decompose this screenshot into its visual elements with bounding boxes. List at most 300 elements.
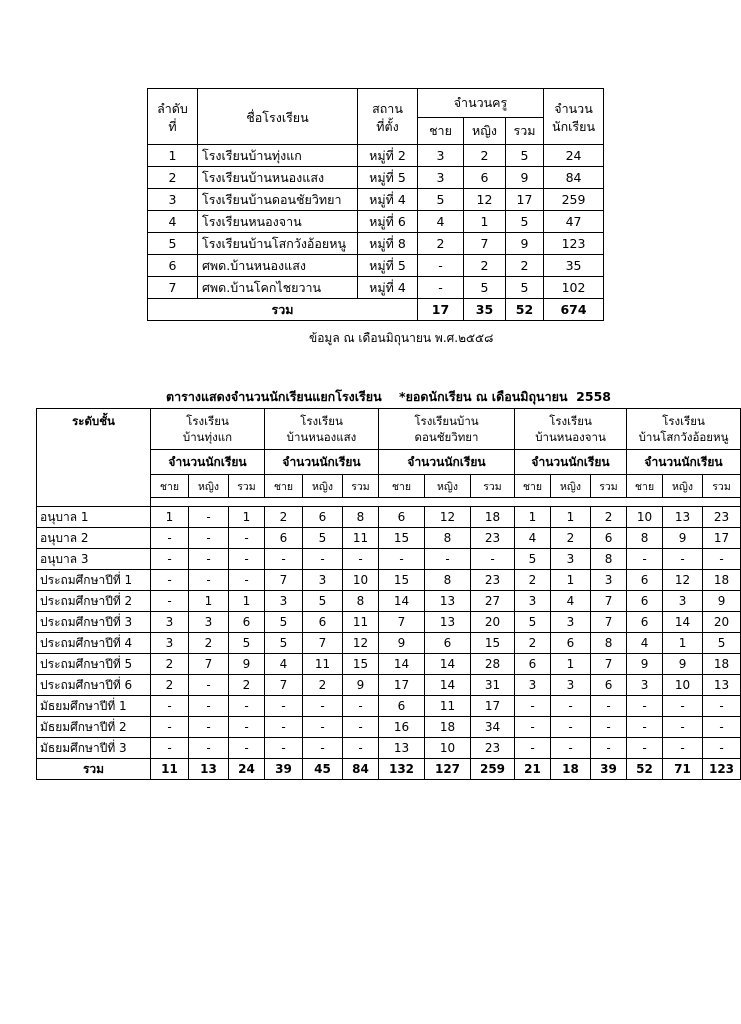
female-header: หญิง	[303, 475, 343, 498]
level-row	[37, 612, 741, 633]
total-label: รวม	[37, 759, 151, 780]
student-count-label: จำนวนนักเรียน	[627, 450, 741, 475]
row-number: 6	[148, 255, 198, 277]
student-count-cell: 28	[471, 654, 515, 675]
student-count-cell: -	[151, 591, 189, 612]
student-count-cell: 2	[515, 633, 551, 654]
student-count-label: จำนวนนักเรียน	[265, 450, 379, 475]
student-count-cell: 7	[591, 612, 627, 633]
student-count-cell: 6	[627, 612, 663, 633]
male-header: ชาย	[627, 475, 663, 498]
student-count-cell: 9	[627, 654, 663, 675]
school-name: โรงเรียนบ้านดอนชัยวิทยา	[198, 189, 358, 211]
row-number: 3	[148, 189, 198, 211]
student-count-cell: -	[343, 738, 379, 759]
level-row	[37, 549, 741, 570]
student-count-cell: -	[591, 738, 627, 759]
location: หมู่ที่ 4	[358, 277, 418, 299]
total-header: รวม	[471, 475, 515, 498]
student-count-cell: -	[189, 549, 229, 570]
student-count-cell: 9	[663, 528, 703, 549]
student-count-cell: 23	[471, 738, 515, 759]
student-count-cell: 6	[379, 507, 425, 528]
student-count-cell: 34	[471, 717, 515, 738]
student-count-cell: 6	[515, 654, 551, 675]
student-count-cell: 15	[379, 528, 425, 549]
student-count-cell: -	[189, 717, 229, 738]
student-count-cell: 5	[265, 633, 303, 654]
school-row	[148, 167, 604, 189]
male-header: ชาย	[379, 475, 425, 498]
table1-total-row	[148, 299, 604, 321]
table2-total-row	[37, 759, 741, 780]
student-count-cell: -	[515, 717, 551, 738]
student-count-cell: -	[265, 738, 303, 759]
student-count-cell: 23	[471, 570, 515, 591]
row-number: 5	[148, 233, 198, 255]
student-count-cell: -	[151, 717, 189, 738]
student-count-cell: 1	[229, 591, 265, 612]
row-number: 2	[148, 167, 198, 189]
student-count-cell: 6	[265, 528, 303, 549]
level-row	[37, 591, 741, 612]
student-count-cell: 16	[379, 717, 425, 738]
students-count: 24	[544, 145, 604, 167]
students-count: 47	[544, 211, 604, 233]
student-count-cell: -	[379, 549, 425, 570]
student-count-cell: 1	[229, 507, 265, 528]
student-count-cell: -	[303, 717, 343, 738]
student-count-cell: 17	[703, 528, 741, 549]
location: หมู่ที่ 5	[358, 255, 418, 277]
student-count-cell: -	[189, 738, 229, 759]
level-row	[37, 654, 741, 675]
student-count-cell: 6	[303, 612, 343, 633]
student-count-cell: 5	[515, 549, 551, 570]
student-count-cell: -	[151, 696, 189, 717]
student-count-cell: 8	[425, 570, 471, 591]
student-count-cell: 7	[379, 612, 425, 633]
student-count-cell: 10	[343, 570, 379, 591]
student-count-cell: -	[627, 696, 663, 717]
location: หมู่ที่ 4	[358, 189, 418, 211]
teachers-total: 5	[506, 277, 544, 299]
level-label: ประถมศึกษาปีที่ 6	[37, 675, 151, 696]
student-count-cell: 14	[379, 591, 425, 612]
teachers-female: 6	[464, 167, 506, 189]
student-count-cell: -	[303, 696, 343, 717]
student-count-cell: -	[591, 696, 627, 717]
student-count-cell: -	[265, 717, 303, 738]
student-count-cell: 9	[229, 654, 265, 675]
school-row	[148, 255, 604, 277]
table2-title: ตารางแสดงจำนวนนักเรียนแยกโรงเรียน *ยอดนักเรียน ณ เดือนมิถุนายน 2558	[166, 389, 611, 404]
student-count-cell: 10	[425, 738, 471, 759]
total-count-cell: 84	[343, 759, 379, 780]
level-label: มัธยมศึกษาปีที่ 1	[37, 696, 151, 717]
student-count-cell: 12	[343, 633, 379, 654]
student-count-cell: 14	[663, 612, 703, 633]
student-count-cell: 18	[471, 507, 515, 528]
student-count-cell: 7	[265, 675, 303, 696]
students-count: 35	[544, 255, 604, 277]
teachers-male: 2	[418, 233, 464, 255]
total-label: รวม	[148, 299, 418, 321]
student-count-cell: 2	[265, 507, 303, 528]
school-name: โรงเรียนบ้านโสกวังอ้อยหนู	[198, 233, 358, 255]
student-count-cell: 12	[663, 570, 703, 591]
student-count-cell: 3	[151, 633, 189, 654]
students-by-school-table	[36, 408, 741, 780]
student-count-cell: -	[343, 696, 379, 717]
student-count-cell: 6	[379, 696, 425, 717]
student-count-cell: 5	[303, 591, 343, 612]
female-header: หญิง	[189, 475, 229, 498]
total-count-cell: 127	[425, 759, 471, 780]
student-count-cell: 6	[425, 633, 471, 654]
level-label: ประถมศึกษาปีที่ 5	[37, 654, 151, 675]
student-count-cell: 7	[189, 654, 229, 675]
header-school-name: ชื่อโรงเรียน	[198, 89, 358, 145]
student-count-cell: 2	[303, 675, 343, 696]
student-count-cell: 2	[151, 654, 189, 675]
student-count-cell: 3	[551, 675, 591, 696]
student-count-cell: 5	[265, 612, 303, 633]
school-name: โรงเรียนหนองจาน	[198, 211, 358, 233]
student-count-cell: 9	[379, 633, 425, 654]
student-count-cell: 6	[627, 591, 663, 612]
source-note: ข้อมูล ณ เดือนมิถุนายน พ.ศ.๒๕๕๘	[309, 331, 494, 345]
students-count: 123	[544, 233, 604, 255]
total-count-cell: 52	[627, 759, 663, 780]
student-count-cell: -	[663, 549, 703, 570]
student-count-cell: 6	[627, 570, 663, 591]
level-label: ประถมศึกษาปีที่ 1	[37, 570, 151, 591]
student-count-cell: 3	[551, 612, 591, 633]
row-number: 1	[148, 145, 198, 167]
teachers-male: 3	[418, 145, 464, 167]
row-number: 4	[148, 211, 198, 233]
level-label: ประถมศึกษาปีที่ 4	[37, 633, 151, 654]
female-header: หญิง	[425, 475, 471, 498]
student-count-cell: -	[551, 696, 591, 717]
student-count-cell: -	[663, 738, 703, 759]
total-teachers: 52	[506, 299, 544, 321]
student-count-cell: 8	[591, 633, 627, 654]
student-count-cell: 4	[551, 591, 591, 612]
student-count-cell: 1	[515, 507, 551, 528]
student-count-cell: 3	[265, 591, 303, 612]
teachers-total: 5	[506, 145, 544, 167]
teachers-total: 9	[506, 167, 544, 189]
school-header: โรงเรียน บ้านทุ่งแก	[151, 409, 265, 450]
student-count-cell: 3	[303, 570, 343, 591]
student-count-cell: -	[591, 717, 627, 738]
teachers-male: 4	[418, 211, 464, 233]
student-count-cell: 13	[663, 507, 703, 528]
student-count-cell: 11	[343, 528, 379, 549]
student-count-cell: 31	[471, 675, 515, 696]
teachers-male: 3	[418, 167, 464, 189]
student-count-cell: -	[265, 696, 303, 717]
student-count-cell: 5	[229, 633, 265, 654]
header-level: ระดับชั้น	[37, 409, 151, 507]
student-count-cell: 3	[515, 675, 551, 696]
student-count-cell: 18	[703, 654, 741, 675]
total-count-cell: 21	[515, 759, 551, 780]
location: หมู่ที่ 2	[358, 145, 418, 167]
header-order: ลำดับ ที่	[148, 89, 198, 145]
student-count-cell: 6	[591, 528, 627, 549]
students-count: 102	[544, 277, 604, 299]
school-name: โรงเรียนบ้านหนองแสง	[198, 167, 358, 189]
male-header: ชาย	[515, 475, 551, 498]
teachers-female: 7	[464, 233, 506, 255]
school-name: โรงเรียนบ้านทุ่งแก	[198, 145, 358, 167]
student-count-cell: -	[229, 738, 265, 759]
male-header: ชาย	[265, 475, 303, 498]
student-count-cell: -	[425, 549, 471, 570]
student-count-cell: 4	[265, 654, 303, 675]
student-count-cell: -	[551, 717, 591, 738]
student-count-cell: 1	[551, 570, 591, 591]
level-label: อนุบาล 1	[37, 507, 151, 528]
level-label: ประถมศึกษาปีที่ 3	[37, 612, 151, 633]
student-count-cell: 9	[703, 591, 741, 612]
student-count-cell: -	[303, 549, 343, 570]
student-count-cell: -	[151, 738, 189, 759]
total-count-cell: 71	[663, 759, 703, 780]
student-count-cell: -	[229, 549, 265, 570]
level-row	[37, 528, 741, 549]
student-count-cell: 11	[343, 612, 379, 633]
student-count-cell: 7	[591, 591, 627, 612]
student-count-cell: 15	[471, 633, 515, 654]
student-count-cell: 15	[343, 654, 379, 675]
total-header: รวม	[343, 475, 379, 498]
student-count-cell: -	[189, 696, 229, 717]
female-header: หญิง	[551, 475, 591, 498]
student-count-cell: 5	[515, 612, 551, 633]
female-header: หญิง	[663, 475, 703, 498]
student-count-cell: 13	[425, 591, 471, 612]
total-male: 17	[418, 299, 464, 321]
student-count-cell: -	[229, 717, 265, 738]
student-count-cell: 8	[591, 549, 627, 570]
school-row	[148, 189, 604, 211]
student-count-cell: 8	[627, 528, 663, 549]
student-count-cell: 1	[551, 507, 591, 528]
student-count-cell: 23	[703, 507, 741, 528]
total-students: 674	[544, 299, 604, 321]
student-count-cell: 3	[551, 549, 591, 570]
school-header: โรงเรียน บ้านหนองจาน	[515, 409, 627, 450]
student-count-cell: -	[229, 528, 265, 549]
student-count-cell: 10	[627, 507, 663, 528]
student-count-cell: -	[627, 549, 663, 570]
student-count-cell: -	[343, 549, 379, 570]
total-header: รวม	[229, 475, 265, 498]
student-count-cell: 2	[591, 507, 627, 528]
total-header: รวม	[591, 475, 627, 498]
total-count-cell: 132	[379, 759, 425, 780]
student-count-cell: 20	[471, 612, 515, 633]
student-count-cell: -	[151, 528, 189, 549]
header-female: หญิง	[464, 118, 506, 145]
student-count-cell: 2	[551, 528, 591, 549]
school-header: โรงเรียนบ้าน ดอนชัยวิทยา	[379, 409, 515, 450]
teachers-female: 1	[464, 211, 506, 233]
header-location: สถาน ที่ตั้ง	[358, 89, 418, 145]
student-count-cell: 1	[189, 591, 229, 612]
total-count-cell: 39	[591, 759, 627, 780]
student-count-cell: -	[343, 717, 379, 738]
male-header: ชาย	[151, 475, 189, 498]
student-count-cell: -	[703, 738, 741, 759]
student-count-cell: 11	[303, 654, 343, 675]
student-count-cell: 13	[425, 612, 471, 633]
student-count-cell: 13	[703, 675, 741, 696]
student-count-cell: -	[303, 738, 343, 759]
student-count-cell: 12	[425, 507, 471, 528]
student-count-cell: 6	[303, 507, 343, 528]
student-count-cell: 9	[343, 675, 379, 696]
student-count-cell: 14	[425, 654, 471, 675]
student-count-cell: 7	[591, 654, 627, 675]
student-count-cell: -	[229, 696, 265, 717]
teachers-total: 17	[506, 189, 544, 211]
student-count-cell: 4	[515, 528, 551, 549]
total-count-cell: 45	[303, 759, 343, 780]
student-count-cell: -	[703, 717, 741, 738]
student-count-cell: 27	[471, 591, 515, 612]
student-count-cell: 23	[471, 528, 515, 549]
student-count-cell: 8	[425, 528, 471, 549]
student-count-cell: 17	[471, 696, 515, 717]
student-count-cell: 1	[663, 633, 703, 654]
school-row	[148, 277, 604, 299]
student-count-cell: 20	[703, 612, 741, 633]
student-count-cell: 2	[515, 570, 551, 591]
student-count-cell: 3	[663, 591, 703, 612]
teachers-female: 12	[464, 189, 506, 211]
students-count: 259	[544, 189, 604, 211]
school-name: ศพด.บ้านโคกไชยวาน	[198, 277, 358, 299]
level-row	[37, 738, 741, 759]
student-count-cell: -	[515, 738, 551, 759]
teachers-total: 2	[506, 255, 544, 277]
student-count-cell: -	[627, 738, 663, 759]
level-row	[37, 633, 741, 654]
student-count-cell: 9	[663, 654, 703, 675]
teachers-male: -	[418, 277, 464, 299]
student-count-cell: 5	[303, 528, 343, 549]
level-row	[37, 675, 741, 696]
student-count-cell: -	[663, 717, 703, 738]
school-row	[148, 145, 604, 167]
student-count-cell: 1	[151, 507, 189, 528]
total-count-cell: 123	[703, 759, 741, 780]
student-count-cell: 10	[663, 675, 703, 696]
row-number: 7	[148, 277, 198, 299]
total-count-cell: 11	[151, 759, 189, 780]
total-count-cell: 18	[551, 759, 591, 780]
student-count-cell: -	[703, 696, 741, 717]
location: หมู่ที่ 8	[358, 233, 418, 255]
student-count-cell: 18	[703, 570, 741, 591]
location: หมู่ที่ 6	[358, 211, 418, 233]
student-count-cell: 1	[551, 654, 591, 675]
student-count-cell: 2	[151, 675, 189, 696]
student-count-cell: -	[703, 549, 741, 570]
level-label: ประถมศึกษาปีที่ 2	[37, 591, 151, 612]
student-count-cell: 3	[591, 570, 627, 591]
level-row	[37, 507, 741, 528]
total-female: 35	[464, 299, 506, 321]
total-count-cell: 259	[471, 759, 515, 780]
school-header: โรงเรียน บ้านหนองแสง	[265, 409, 379, 450]
student-count-cell: 2	[189, 633, 229, 654]
teacher-student-table	[147, 88, 604, 321]
student-count-cell: 6	[591, 675, 627, 696]
student-count-cell: -	[189, 570, 229, 591]
student-count-cell: 6	[551, 633, 591, 654]
teachers-female: 2	[464, 255, 506, 277]
student-count-cell: 18	[425, 717, 471, 738]
teachers-male: 5	[418, 189, 464, 211]
student-count-label: จำนวนนักเรียน	[379, 450, 515, 475]
student-count-cell: -	[663, 696, 703, 717]
student-count-cell: 3	[515, 591, 551, 612]
teachers-female: 2	[464, 145, 506, 167]
student-count-label: จำนวนนักเรียน	[151, 450, 265, 475]
student-count-cell: -	[189, 528, 229, 549]
level-row	[37, 717, 741, 738]
student-count-cell: 8	[343, 507, 379, 528]
student-count-cell: 3	[151, 612, 189, 633]
student-count-cell: 3	[627, 675, 663, 696]
student-count-label: จำนวนนักเรียน	[515, 450, 627, 475]
school-header: โรงเรียน บ้านโสกวังอ้อยหนู	[627, 409, 741, 450]
student-count-cell: -	[471, 549, 515, 570]
student-count-cell: 4	[627, 633, 663, 654]
student-count-cell: 3	[189, 612, 229, 633]
student-count-cell: -	[515, 696, 551, 717]
student-count-cell: 5	[703, 633, 741, 654]
student-count-cell: 13	[379, 738, 425, 759]
student-count-cell: -	[229, 570, 265, 591]
student-count-cell: -	[627, 717, 663, 738]
teachers-male: -	[418, 255, 464, 277]
level-label: อนุบาล 3	[37, 549, 151, 570]
student-count-cell: 11	[425, 696, 471, 717]
total-count-cell: 13	[189, 759, 229, 780]
teachers-total: 9	[506, 233, 544, 255]
student-count-cell: 14	[379, 654, 425, 675]
student-count-cell: 2	[229, 675, 265, 696]
teachers-female: 5	[464, 277, 506, 299]
student-count-cell: 7	[303, 633, 343, 654]
students-count: 84	[544, 167, 604, 189]
level-label: มัธยมศึกษาปีที่ 2	[37, 717, 151, 738]
header-teachers: จำนวนครู	[418, 89, 544, 118]
level-row	[37, 696, 741, 717]
student-count-cell: -	[551, 738, 591, 759]
student-count-cell: -	[189, 675, 229, 696]
student-count-cell: 6	[229, 612, 265, 633]
total-header: รวม	[703, 475, 741, 498]
location: หมู่ที่ 5	[358, 167, 418, 189]
